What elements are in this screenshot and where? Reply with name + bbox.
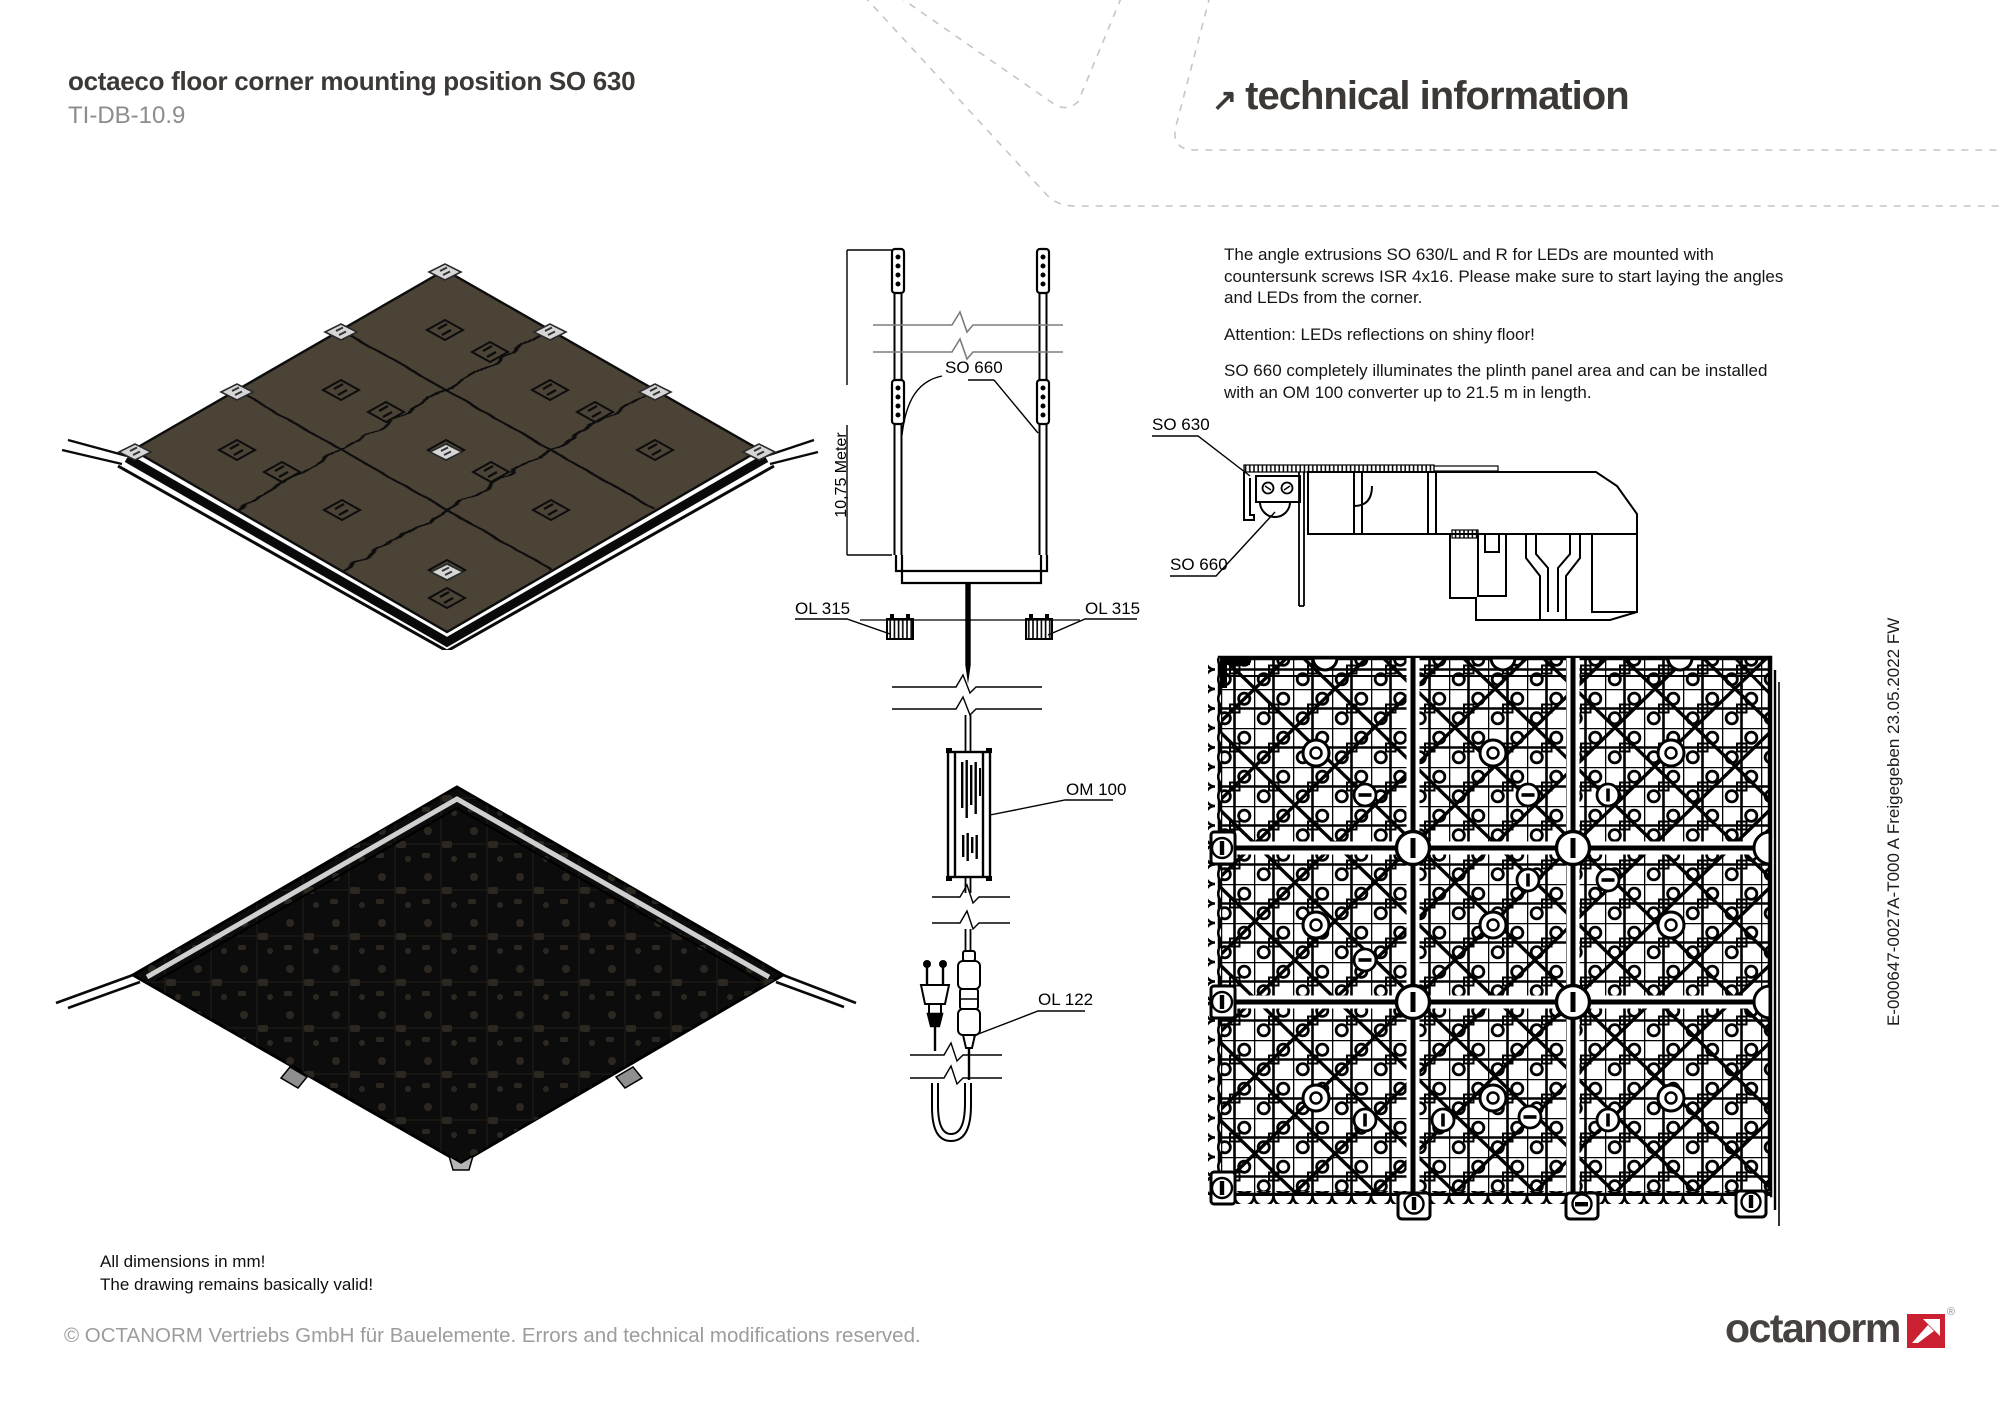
revision-code-vertical: E-000647-0027A-T000 A Freigegeben 23.05.2022 FW	[1884, 617, 1903, 1026]
dimension-label: 10,75 Meter	[833, 432, 850, 518]
validity-note: The drawing remains basically valid!	[100, 1275, 374, 1294]
mounting-notes	[1224, 244, 1799, 418]
cable-coupler	[958, 951, 980, 1080]
so660-led-profile	[1260, 502, 1290, 517]
technical-information-banner	[1212, 74, 1629, 119]
dimensions-note: All dimensions in mm!	[100, 1252, 266, 1271]
banner-label: technical information	[1245, 74, 1629, 118]
so630-label: SO 630	[1152, 415, 1210, 434]
note-paragraph-3: SO 660 completely illuminates the plinth panel area and can be installed with an OM 100 converter up to 21.5 m in length.	[1224, 361, 1768, 402]
ol315-left-label: OL 315	[795, 599, 851, 618]
so660-label: SO 660	[945, 358, 1003, 377]
om100-label: OM 100	[1066, 780, 1127, 799]
registered-mark: ®	[1946, 1306, 1955, 1318]
break-lines-mid1	[892, 675, 1042, 715]
octanorm-logo	[1725, 1306, 1955, 1353]
panel-underside-grid-figure	[1205, 650, 1790, 1242]
connector-ol315-right	[1026, 614, 1052, 639]
power-plug	[921, 961, 949, 1051]
ol315-right-label: OL 315	[1085, 599, 1141, 618]
dimension-bracket	[847, 250, 892, 555]
led-wiring-schematic	[780, 235, 1160, 1150]
north-east-arrow-icon: ↗	[1212, 84, 1238, 117]
iso-top-view-figure	[60, 250, 820, 650]
octanorm-arrow-icon	[1907, 1314, 1945, 1353]
dashed-decoration	[840, 0, 2000, 240]
page-title: octaeco floor corner mounting position SO 630	[68, 66, 636, 96]
copyright-line: © OCTANORM Vertriebs GmbH für Bauelemente. Errors and technical modifications reserved.	[64, 1324, 921, 1347]
cable-u-loop	[932, 1083, 971, 1141]
logo-wordmark: octanorm	[1725, 1305, 1900, 1351]
led-strip-right	[1037, 249, 1049, 555]
om100-converter	[946, 748, 992, 881]
note-paragraph-1: The angle extrusions SO 630/L and R for LEDs are mounted with countersunk screws ISR 4x16. Please make sure to start laying the angles and LEDs from the corner.	[1224, 245, 1784, 307]
plinth-panel-edge	[1299, 472, 1304, 606]
document-number: TI-DB-10.9	[68, 102, 186, 129]
note-paragraph-2: Attention: LEDs reflections on shiny floor!	[1224, 324, 1535, 344]
break-lines-bottom	[910, 1043, 1002, 1084]
corner-cross-section-figure	[1148, 408, 1668, 640]
iso-bottom-view-figure	[50, 775, 860, 1175]
led-strip-left	[892, 249, 904, 555]
ol122-label: OL 122	[1038, 990, 1094, 1009]
so660-label: SO 660	[1170, 555, 1228, 574]
floor-panel-section	[1308, 472, 1637, 620]
connector-ol315-left	[887, 614, 913, 639]
